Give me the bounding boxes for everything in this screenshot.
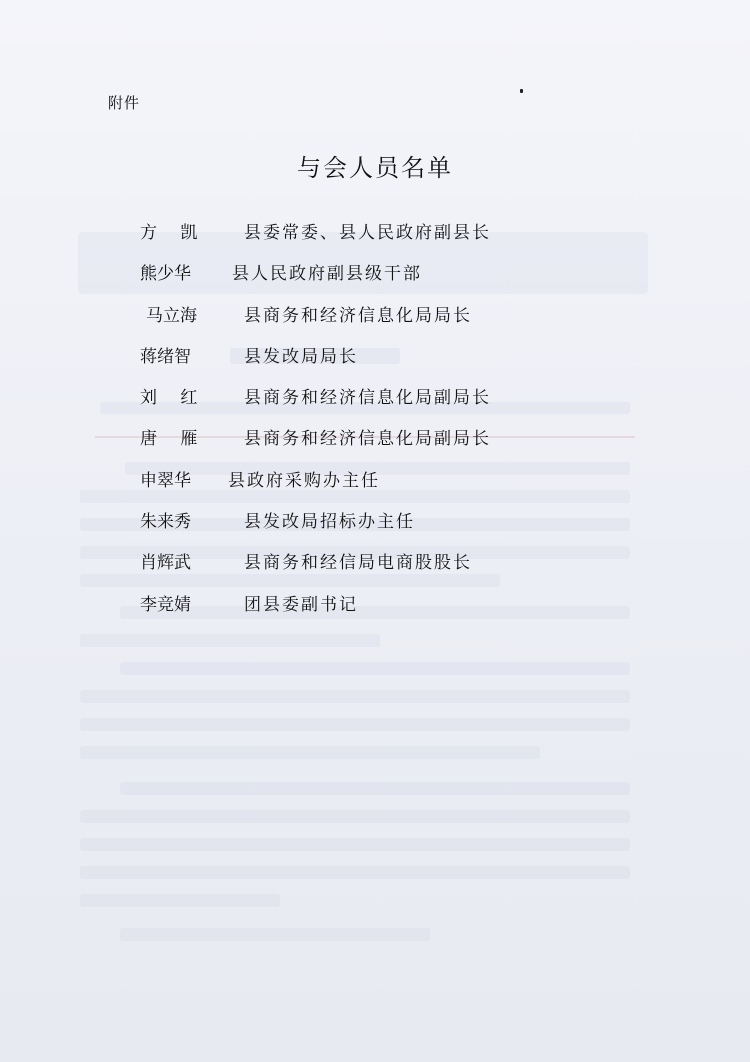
attendee-title: 县人民政府副县级干部 [232, 264, 422, 285]
attendee-title: 县政府采购办主任 [228, 470, 380, 491]
attendee-list [140, 218, 660, 631]
attendee-row [140, 466, 660, 507]
attendee-name: 朱来秀 [140, 512, 191, 533]
attendee-title: 县发改局招标办主任 [244, 512, 415, 533]
attendee-name: 蒋绪智 [140, 346, 191, 367]
attendee-row [140, 259, 660, 300]
attendee-row [140, 301, 660, 342]
attendee-name: 申翠华 [140, 470, 191, 491]
attachment-label: 附件 [108, 94, 141, 112]
attendee-name: 唐 雁 [140, 429, 198, 450]
attendee-row [140, 424, 660, 465]
attendee-row [140, 342, 660, 383]
attendee-row [140, 383, 660, 424]
attendee-name: 马立海 [146, 305, 197, 326]
attendee-row [140, 218, 660, 259]
attendee-row [140, 548, 660, 589]
attendee-title: 县商务和经济信息化局副局长 [244, 429, 491, 450]
attendee-title: 团县委副书记 [244, 594, 358, 615]
attendee-title: 县商务和经济信息化局副局长 [244, 388, 491, 409]
attendee-row [140, 507, 660, 548]
attendee-name: 刘 红 [140, 388, 198, 409]
document-title: 与会人员名单 [297, 154, 453, 182]
attendee-title: 县商务和经信局电商股股长 [244, 553, 472, 574]
attendee-title: 县商务和经济信息化局局长 [244, 305, 472, 326]
attendee-row [140, 590, 660, 631]
attendee-name: 李竞婧 [140, 594, 191, 615]
attendee-title: 县委常委、县人民政府副县长 [244, 223, 491, 243]
attendee-name: 肖辉武 [140, 553, 191, 574]
ink-speck [520, 89, 523, 93]
attendee-title: 县发改局局长 [244, 346, 358, 367]
attendee-name: 熊少华 [140, 264, 191, 285]
attendee-name: 方 凯 [140, 223, 198, 243]
